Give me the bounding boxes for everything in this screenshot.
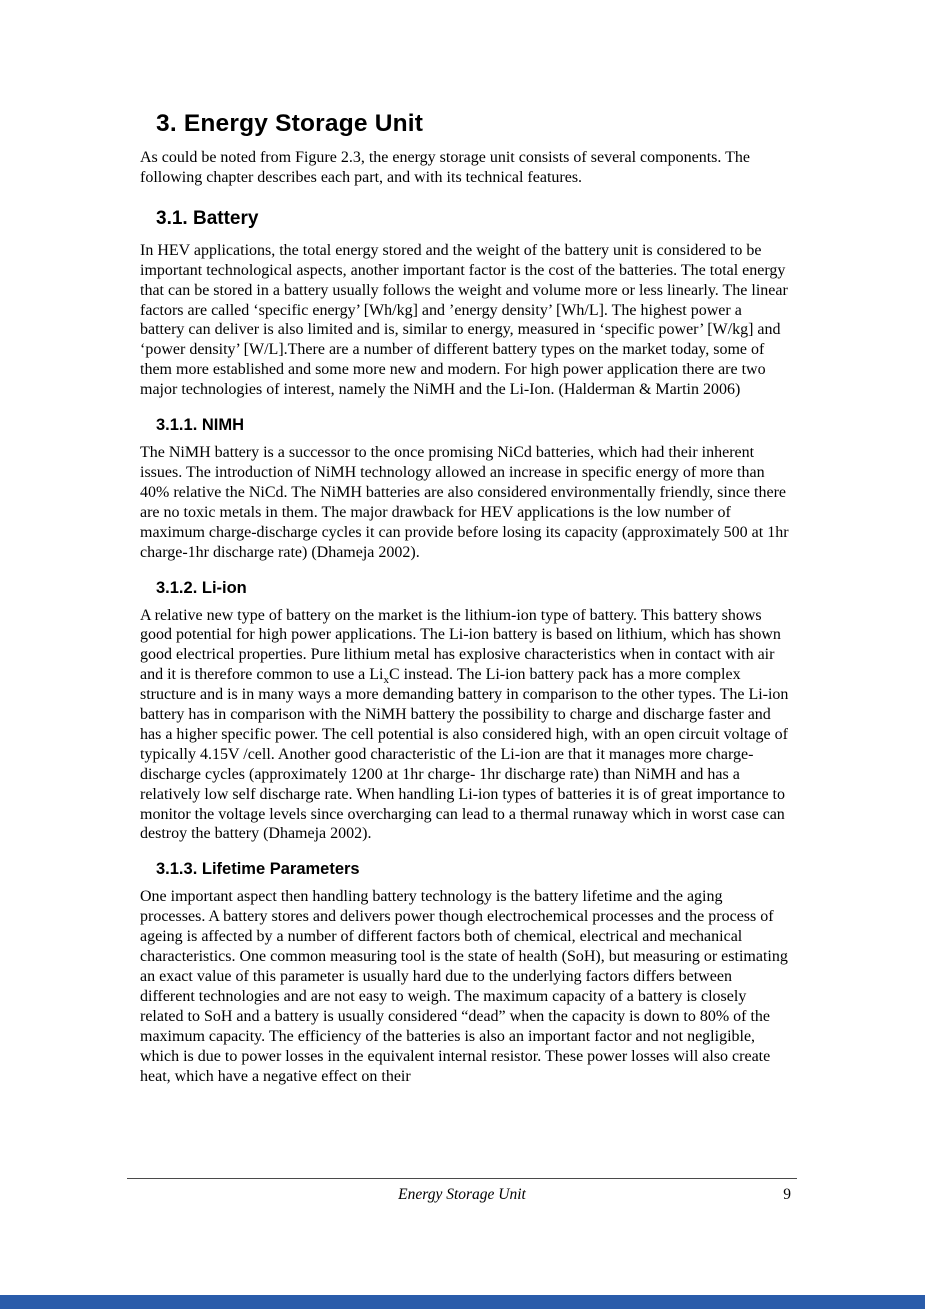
lifetime-parameters-paragraph: One important aspect then handling battery technology is the battery lifetime and the aging processes. A battery stores and delivers power though electrochemical processes and the process of ageing is affected by a number of different factors both of chemical, electrical and mechanical characteristics. One common measuring tool is the state of health (SoH), but measuring or estimating an exact value of this parameter is usually hard due to the underlying factors differs between different technologies and are not easy to weigh. The maximum capacity of a battery is closely related to SoH and a battery is usually considered “dead” when the capacity is down to 80% of the maximum capacity. The efficiency of the batteries is also an important factor and not negligible, which is due to power losses in the equivalent internal resistor. These power losses will also create heat, which have a negative effect on their xyxy=(140,888,788,1085)
liion-subscript-x: x xyxy=(383,674,389,687)
battery-paragraph: In HEV applications, the total energy stored and the weight of the battery unit is considered to be important technological aspects, another important factor is the cost of the batteries. The total energy that can be stored in a battery usually follows the weight and volume more or less linearly. The linear factors are called ‘specific energy’ [Wh/kg] and ’energy density’ [Wh/L]. The highest power a battery can deliver is also limited and is, similar to energy, measured in ‘specific power’ [W/kg] and ‘power density’ [W/L].There are a number of different battery types on the market today, some of them more established and some more new and modern. For high power application there are two major technologies of interest, namely the NiMH and the Li-Ion. (Halderman & Martin 2006) xyxy=(140,241,788,399)
footer-running-title: Energy Storage Unit xyxy=(398,1186,526,1203)
section-heading-nimh: 3.1.1. NIMH xyxy=(156,416,245,435)
footer-page-number: 9 xyxy=(783,1186,791,1203)
page-footer xyxy=(127,1178,797,1206)
footer-row xyxy=(127,1186,797,1206)
section-heading-liion: 3.1.2. Li-ion xyxy=(156,578,247,597)
bottom-accent-bar xyxy=(0,1295,925,1309)
intro-paragraph: As could be noted from Figure 2.3, the energy storage unit consists of several components. The following chapter describes each part, and with its technical features. xyxy=(140,149,750,186)
liion-paragraph xyxy=(140,606,790,845)
liion-text-after-subscript: C instead. The Li-ion battery pack has a more complex structure and is in many ways a more demanding battery in comparison to the other types. The Li-ion battery has in comparison with the NiMH battery the possibility to charge and discharge faster and has a higher specific power. The cell potential is also considered high, with an open circuit voltage of typically 4.15V /cell. Another good characteristic of the Li-ion are that it manages more charge-discharge cycles (approximately 1200 at 1hr charge- 1hr discharge rate) than NiMH and has a relatively low self discharge rate. When handling Li-ion types of batteries it is of great importance to monitor the voltage levels since overcharging can lead to a thermal runaway which in worst case can destroy the battery (Dhameja 2002). xyxy=(140,666,789,843)
section-heading-battery: 3.1. Battery xyxy=(156,207,259,229)
section-heading-lifetime-parameters: 3.1.3. Lifetime Parameters xyxy=(156,860,360,879)
nimh-paragraph: The NiMH battery is a successor to the once promising NiCd batteries, which had their inherent issues. The introduction of NiMH technology allowed an increase in specific energy of more than 40% relative the NiCd. The NiMH batteries are also considered environmentally friendly, since there are no toxic metals in them. The major drawback for HEV applications is the low number of maximum charge-discharge cycles it can provide before losing its capacity (approximately 500 at 1hr charge-1hr discharge rate) (Dhameja 2002). xyxy=(140,444,789,561)
liion-text-before-subscript: A relative new type of battery on the market is the lithium-ion type of battery. This battery shows good potential for high power applications. The Li-ion battery is based on lithium, which has shown good electrical properties. Pure lithium metal has explosive characteristics when in contact with air and it is therefore common to use a Li xyxy=(140,606,781,684)
chapter-title: 3. Energy Storage Unit xyxy=(156,110,424,137)
